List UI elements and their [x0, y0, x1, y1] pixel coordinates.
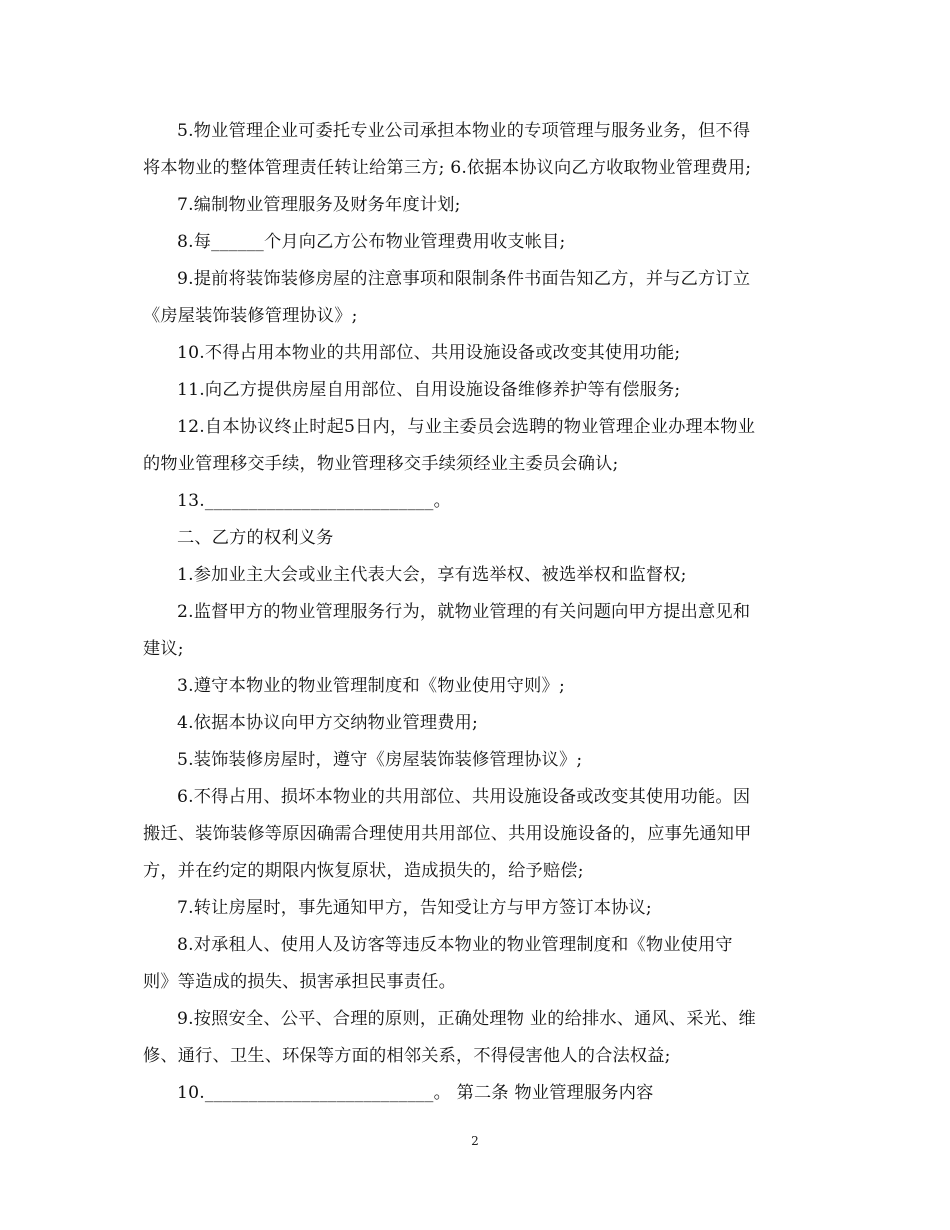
paragraph-line: 11.向乙方提供房屋自用部位、自用设施设备维修养护等有偿服务; [177, 380, 681, 400]
page-number: 2 [471, 1134, 479, 1148]
paragraph-line: 6.不得占用、损坏本物业的共用部位、共用设施设备或改变其使用功能。因 [177, 787, 751, 807]
paragraph-line: 9.提前将装饰装修房屋的注意事项和限制条件书面告知乙方，并与乙方订立 [177, 269, 751, 289]
paragraph-line: 将本物业的整体管理责任转让给第三方; 6.依据本协议向乙方收取物业管理费用; [143, 158, 752, 178]
paragraph-line: 5.物业管理企业可委托专业公司承担本物业的专项管理与服务业务，但不得 [177, 121, 751, 141]
paragraph-line: 8.对承租人、使用人及访客等违反本物业的物业管理制度和《物业使用守 [177, 935, 733, 955]
paragraph-line: 7.编制物业管理服务及财务年度计划; [177, 195, 461, 215]
paragraph-line: 9.按照安全、公平、合理的原则，正确处理物 业的给排水、通风、采光、维 [177, 1009, 756, 1029]
paragraph-line: 搬迁、装饰装修等原因确需合理使用共用部位、共用设施设备的，应事先通知甲 [143, 824, 752, 844]
paragraph-line: 5.装饰装修房屋时，遵守《房屋装饰装修管理协议》; [177, 750, 583, 770]
paragraph-line: 8.每______个月向乙方公布物业管理费用收支帐目; [177, 232, 566, 252]
paragraph-line: 7.转让房屋时，事先通知甲方，告知受让方与甲方签订本协议; [177, 898, 652, 918]
paragraph-line: 的物业管理移交手续，物业管理移交手续须经业主委员会确认; [143, 454, 619, 474]
paragraph-line: 3.遵守本物业的物业管理制度和《物业使用守则》; [177, 676, 565, 696]
paragraph-line: 《房屋装饰装修管理协议》; [143, 306, 358, 326]
paragraph-line: 4.依据本协议向甲方交纳物业管理费用; [177, 713, 478, 733]
paragraph-line: 修、通行、卫生、环保等方面的相邻关系，不得侵害他人的合法权益; [143, 1046, 671, 1066]
paragraph-line: 10.不得占用本物业的共用部位、共用设施设备或改变其使用功能; [177, 343, 681, 363]
paragraph-line: 则》等造成的损失、损害承担民事责任。 [143, 972, 456, 992]
paragraph-line: 10.__________________________。 第二条 物业管理服务内容 [177, 1083, 654, 1103]
paragraph-line: 13.__________________________。 [177, 491, 451, 511]
paragraph-line: 方，并在约定的期限内恢复原状，造成损失的，给予赔偿; [143, 861, 584, 881]
paragraph-line: 2.监督甲方的物业管理服务行为，就物业管理的有关问题向甲方提出意见和 [177, 602, 751, 622]
paragraph-line: 1.参加业主大会或业主代表大会，享有选举权、被选举权和监督权; [177, 565, 687, 585]
paragraph-line: 建议; [143, 639, 184, 659]
document-body [143, 113, 803, 1112]
paragraph-line: 12.自本协议终止时起5日内，与业主委员会选聘的物业管理企业办理本物业 [177, 417, 756, 437]
section-heading: 二、乙方的权利义务 [177, 528, 334, 548]
